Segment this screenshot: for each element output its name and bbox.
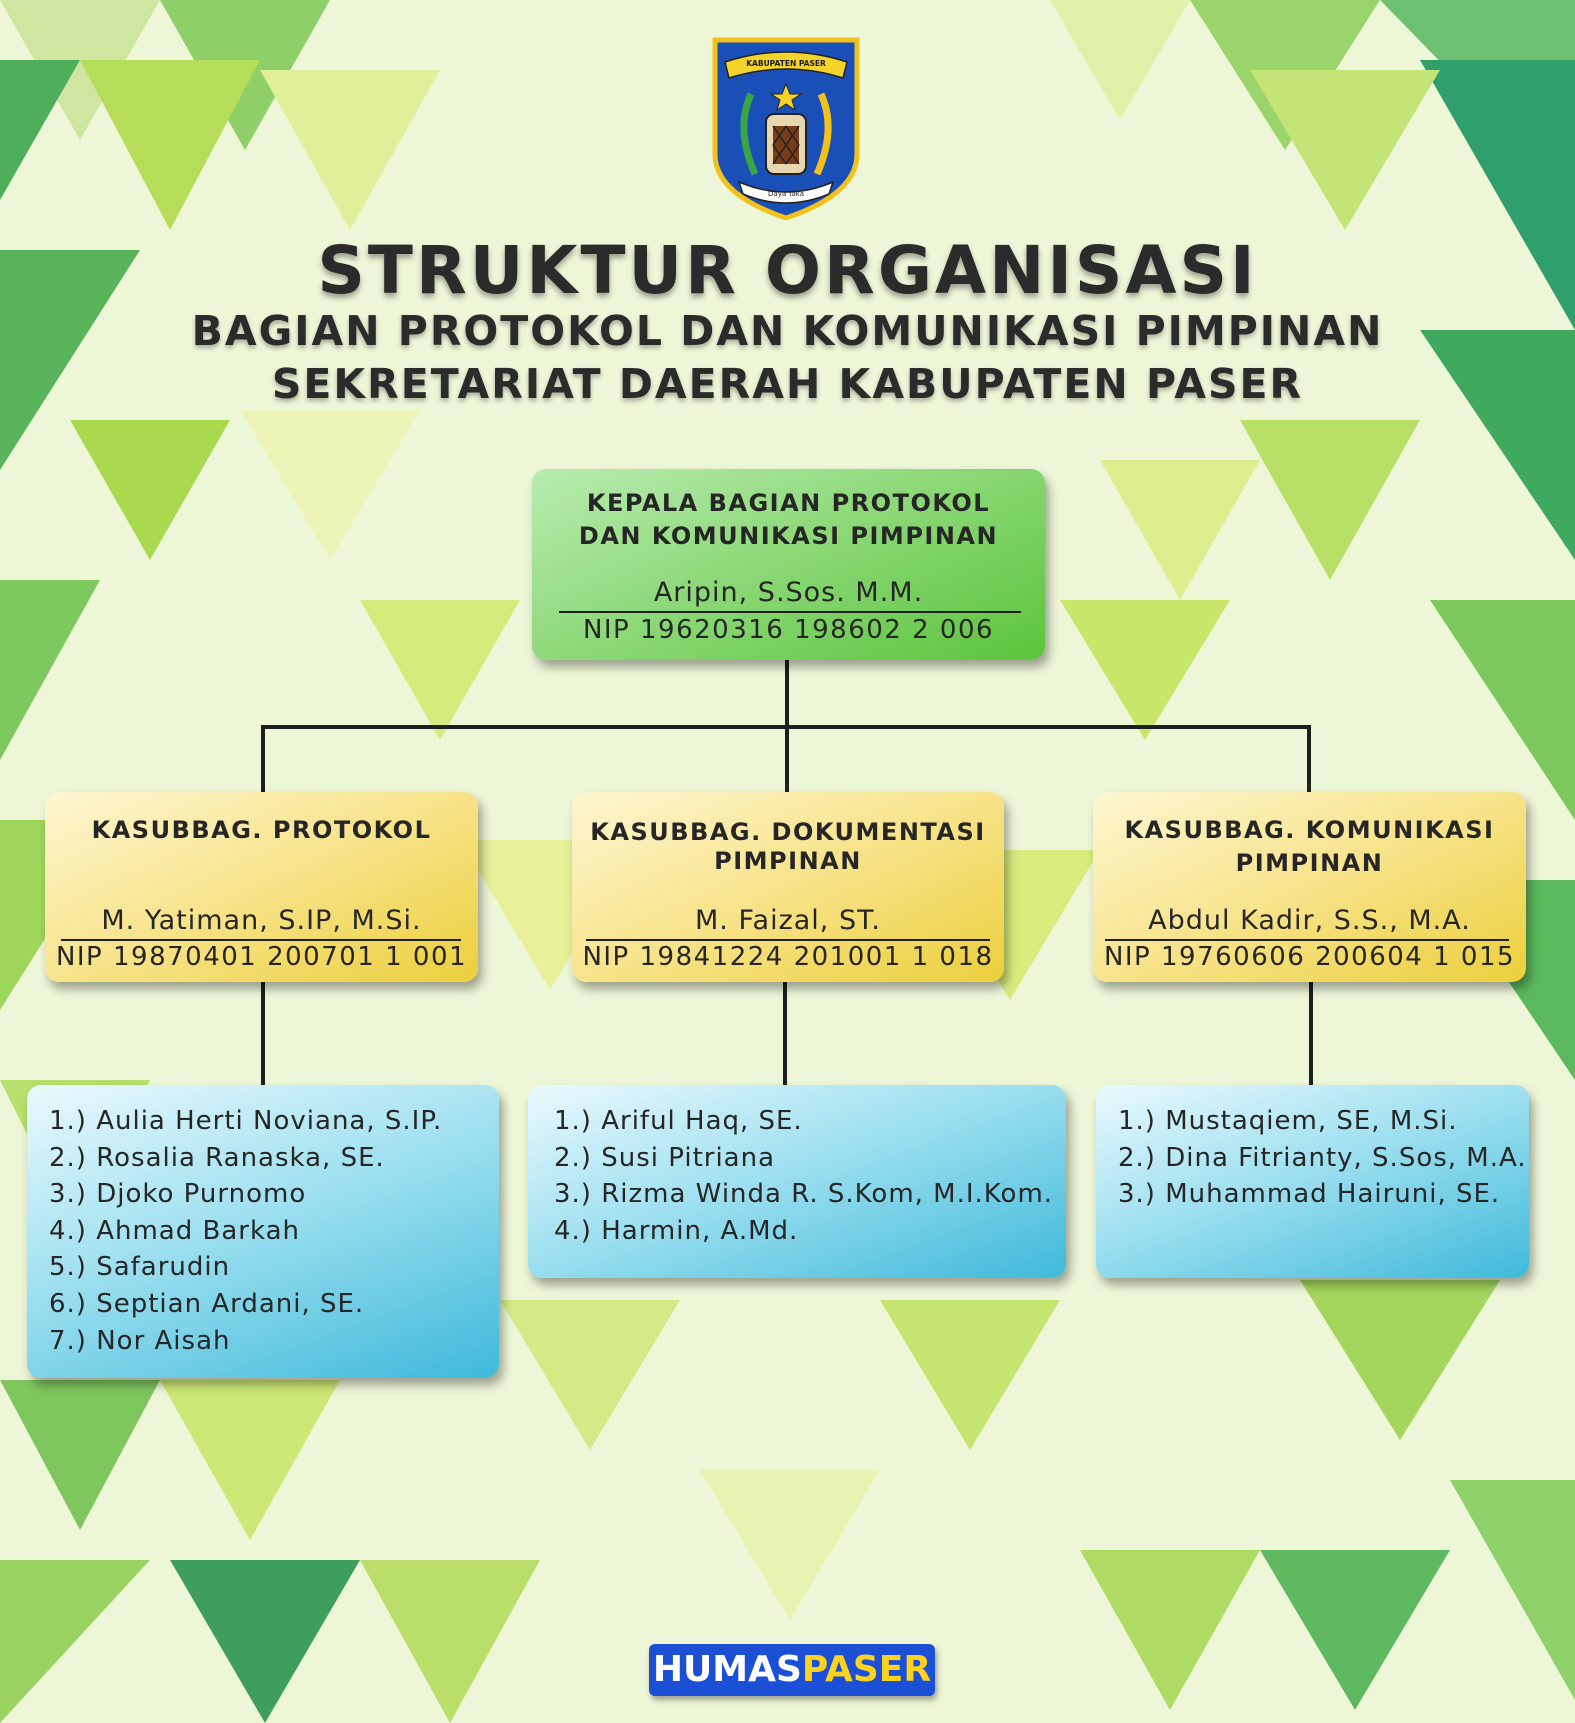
page-title: STRUKTUR ORGANISASI xyxy=(317,232,1258,309)
subdivision-protokol-box xyxy=(45,792,478,982)
subdivision-dokumentasi-title-line2: PIMPINAN xyxy=(714,847,862,875)
staff-komunikasi-list xyxy=(1118,1103,1527,1213)
staff-protokol-box xyxy=(27,1085,499,1378)
staff-list-item: 3.) Djoko Purnomo xyxy=(49,1179,307,1210)
head-of-division-box xyxy=(532,469,1045,660)
subdivision-protokol-nip: NIP 19870401 200701 1 001 xyxy=(55,942,468,972)
staff-list-item: 1.) Mustaqiem, SE, M.Si. xyxy=(1118,1106,1458,1136)
subdivision-komunikasi-title-line1: KASUBBAG. KOMUNIKASI xyxy=(1124,816,1495,844)
head-title-line1: KEPALA BAGIAN PROTOKOL xyxy=(586,489,991,517)
staff-list-item: 1.) Ariful Haq, SE. xyxy=(554,1106,803,1136)
page-subtitle-division: BAGIAN PROTOKOL DAN KOMUNIKASI PIMPINAN xyxy=(191,307,1384,355)
page-subtitle-secretariat: SEKRETARIAT DAERAH KABUPATEN PASER xyxy=(271,360,1304,408)
staff-komunikasi-box xyxy=(1096,1085,1529,1278)
staff-list-item: 2.) Rosalia Ranaska, SE. xyxy=(49,1142,385,1173)
head-nip: NIP 19620316 198602 2 006 xyxy=(582,615,995,645)
subdivision-komunikasi-title-line2: PIMPINAN xyxy=(1235,849,1384,877)
subdivision-dokumentasi-nip: NIP 19841224 201001 1 018 xyxy=(582,942,994,972)
brand-part-paser: PASER xyxy=(801,1649,932,1690)
subdivision-komunikasi-nip: NIP 19760606 200604 1 015 xyxy=(1103,942,1516,972)
staff-list-item: 4.) Ahmad Barkah xyxy=(49,1215,300,1246)
staff-list-item: 2.) Dina Fitrianty, S.Sos, M.A. xyxy=(1118,1142,1527,1173)
staff-list-item: 6.) Septian Ardani, SE. xyxy=(49,1288,365,1319)
subdivision-protokol-head-name: M. Yatiman, S.IP, M.Si. xyxy=(101,905,422,936)
staff-list-item: 3.) Muhammad Hairuni, SE. xyxy=(1118,1179,1501,1210)
staff-list-item: 5.) Safarudin xyxy=(49,1252,231,1283)
subdivision-protokol-title: KASUBBAG. PROTOKOL xyxy=(91,816,432,844)
staff-list-item: 7.) Nor Aisah xyxy=(49,1325,231,1356)
svg-text:KABUPATEN PASER: KABUPATEN PASER xyxy=(746,59,826,68)
subdivision-dokumentasi-title-line1: KASUBBAG. DOKUMENTASI xyxy=(590,818,986,846)
subdivision-komunikasi-box xyxy=(1093,792,1526,982)
staff-list-item: 3.) Rizma Winda R. S.Kom, M.I.Kom. xyxy=(554,1179,1054,1210)
staff-list-item: 2.) Susi Pitriana xyxy=(554,1142,776,1173)
subdivision-dokumentasi-box xyxy=(572,792,1004,982)
humas-paser-logo xyxy=(649,1644,935,1696)
kabupaten-paser-emblem xyxy=(711,34,861,220)
staff-list-item: 1.) Aulia Herti Noviana, S.IP. xyxy=(49,1106,443,1136)
svg-text:Daya Taka: Daya Taka xyxy=(768,190,804,198)
staff-dokumentasi-list xyxy=(554,1103,1053,1249)
head-rule xyxy=(559,611,1021,613)
staff-dokumentasi-box xyxy=(528,1085,1066,1278)
subdivision-komunikasi-head-name: Abdul Kadir, S.S., M.A. xyxy=(1148,905,1471,936)
brand-part-humas: HUMAS xyxy=(652,1649,802,1690)
staff-protokol-list xyxy=(49,1103,442,1359)
staff-list-item: 4.) Harmin, A.Md. xyxy=(554,1215,799,1246)
subdivision-dokumentasi-rule xyxy=(586,939,990,941)
head-name: Aripin, S.Sos. M.M. xyxy=(653,577,924,608)
head-title-line2: DAN KOMUNIKASI PIMPINAN xyxy=(578,522,999,550)
subdivision-komunikasi-rule xyxy=(1105,939,1509,941)
subdivision-dokumentasi-head-name: M. Faizal, ST. xyxy=(695,905,881,936)
subdivision-protokol-rule xyxy=(61,939,461,941)
